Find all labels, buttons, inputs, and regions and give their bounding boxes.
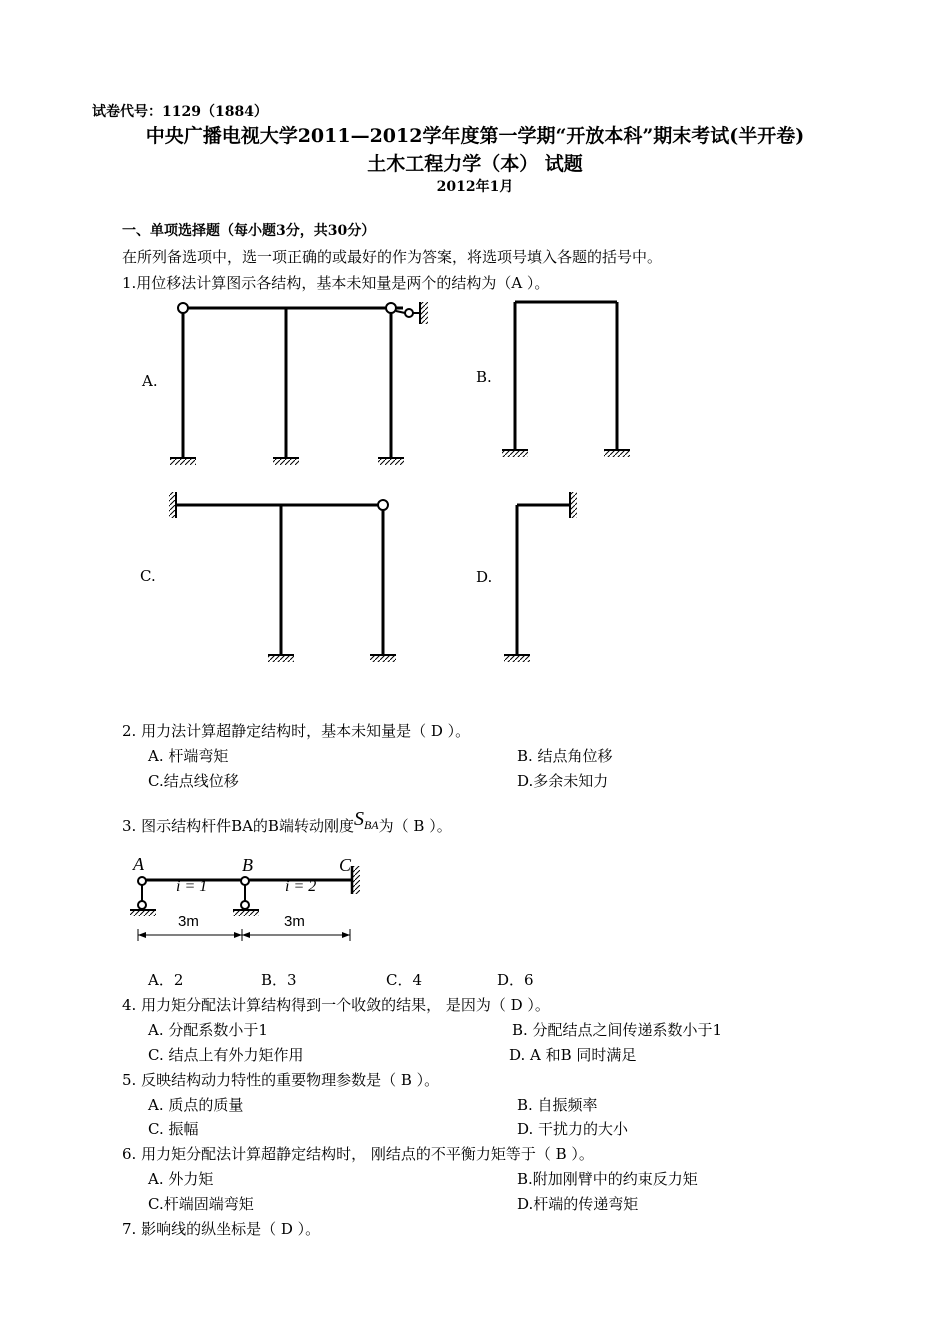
q1-label-b: B. bbox=[476, 368, 492, 386]
q1-label-c: C. bbox=[140, 567, 156, 585]
hinge-icon bbox=[241, 877, 249, 885]
section-heading: 一、单项选择题（每小题3分，共30分） bbox=[122, 223, 376, 239]
q3-option-c: C．4 bbox=[386, 971, 423, 989]
q4-option-b: B. 分配结点之间传递系数小于1 bbox=[512, 1021, 723, 1039]
exam-title: 中央广播电视大学2011—2012学年度第一学期“开放本科”期末考试(半开卷) bbox=[145, 125, 805, 147]
hinge-icon bbox=[378, 500, 388, 510]
stiffness-2-label: i = 2 bbox=[285, 878, 317, 895]
q5-option-a: A. 质点的质量 bbox=[148, 1096, 244, 1114]
q4-option-d: D. A 和B 同时满足 bbox=[509, 1046, 637, 1064]
fixed-support-icon bbox=[170, 459, 196, 465]
q3-stem-pre: 3. 图示结构杆件BA的B端转动刚度 bbox=[122, 817, 354, 835]
hinge-icon bbox=[138, 877, 146, 885]
stiffness-1-label: i = 1 bbox=[176, 878, 208, 895]
fixed-support-icon bbox=[504, 656, 530, 662]
q6-option-a: A. 外力矩 bbox=[148, 1170, 214, 1188]
section-instruction: 在所列备选项中，选一项正确的或最好的作为答案，将选项号填入各题的括号中。 bbox=[122, 248, 663, 266]
length-1-label: 3m bbox=[178, 913, 199, 930]
question-7-stem: 7. 影响线的纵坐标是（ D ）。 bbox=[122, 1220, 321, 1238]
q3-option-b: B．3 bbox=[261, 971, 297, 989]
question-6-stem: 6. 用力矩分配法计算超静定结构时， 刚结点的不平衡力矩等于（ B ）。 bbox=[122, 1145, 594, 1163]
question-2-stem: 2. 用力法计算超静定结构时，基本未知量是（ D ）。 bbox=[122, 722, 471, 740]
q4-option-a: A. 分配系数小于1 bbox=[148, 1021, 268, 1039]
exam-date: 2012年1月 bbox=[436, 179, 514, 195]
q3-option-a: A．2 bbox=[148, 971, 184, 989]
q2-option-d: D.多余未知力 bbox=[517, 772, 609, 790]
fixed-support-icon bbox=[130, 911, 156, 916]
fixed-support-icon bbox=[273, 459, 299, 465]
q6-option-d: D.杆端的传递弯矩 bbox=[517, 1195, 639, 1213]
frame-b bbox=[515, 302, 617, 450]
hinge-icon bbox=[405, 309, 413, 317]
node-b-label: B bbox=[242, 855, 253, 875]
frame-a bbox=[183, 308, 403, 458]
question-5-stem: 5. 反映结构动力特性的重要物理参数是（ B ）。 bbox=[122, 1071, 440, 1089]
q2-option-a: A. 杆端弯矩 bbox=[148, 747, 229, 765]
course-title: 土木工程力学（本） 试题 bbox=[367, 153, 583, 175]
frame-d bbox=[517, 505, 570, 655]
stiffness-symbol: S bbox=[353, 808, 364, 830]
q1-label-d: D. bbox=[476, 568, 493, 586]
question-3-stem bbox=[122, 808, 452, 837]
fixed-support-icon bbox=[604, 451, 630, 457]
fixed-support-icon bbox=[233, 911, 259, 916]
stiffness-subscript: BA bbox=[363, 818, 379, 832]
node-c-label: C bbox=[339, 855, 352, 875]
question-1-stem: 1.用位移法计算图示各结构，基本未知量是两个的结构为（A ）。 bbox=[122, 274, 550, 292]
fixed-support-icon bbox=[502, 451, 528, 457]
hinge-icon bbox=[241, 901, 249, 909]
q2-option-c: C.结点线位移 bbox=[148, 772, 239, 790]
hinge-icon bbox=[178, 303, 188, 313]
length-2-label: 3m bbox=[284, 913, 305, 930]
exam-code: 试卷代号：1129（1884） bbox=[92, 104, 268, 120]
fixed-support-icon bbox=[420, 302, 428, 324]
fixed-support-icon bbox=[378, 459, 404, 465]
question-4-stem: 4. 用力矩分配法计算结构得到一个收敛的结果， 是因为（ D ）。 bbox=[122, 996, 550, 1014]
node-a-label: A bbox=[133, 854, 144, 874]
q5-option-d: D. 干扰力的大小 bbox=[517, 1120, 629, 1138]
q3-stem-post: 为（ B ）。 bbox=[378, 817, 452, 835]
q6-option-b: B.附加刚臂中的约束反力矩 bbox=[517, 1170, 698, 1188]
q5-option-c: C. 振幅 bbox=[148, 1120, 199, 1138]
fixed-support-icon bbox=[571, 492, 577, 518]
q6-option-c: C.杆端固端弯矩 bbox=[148, 1195, 254, 1213]
q5-option-b: B. 自振频率 bbox=[517, 1096, 598, 1114]
fixed-support-icon bbox=[268, 656, 294, 662]
frame-c bbox=[176, 505, 383, 655]
hinge-icon bbox=[386, 303, 396, 313]
hinge-icon bbox=[138, 901, 146, 909]
q4-option-c: C. 结点上有外力矩作用 bbox=[148, 1046, 304, 1064]
q2-option-b: B. 结点角位移 bbox=[517, 747, 613, 765]
q1-label-a: A. bbox=[142, 372, 158, 390]
q3-option-d: D．6 bbox=[497, 971, 534, 989]
fixed-support-icon bbox=[169, 492, 175, 518]
fixed-support-icon bbox=[353, 866, 360, 894]
fixed-support-icon bbox=[370, 656, 396, 662]
